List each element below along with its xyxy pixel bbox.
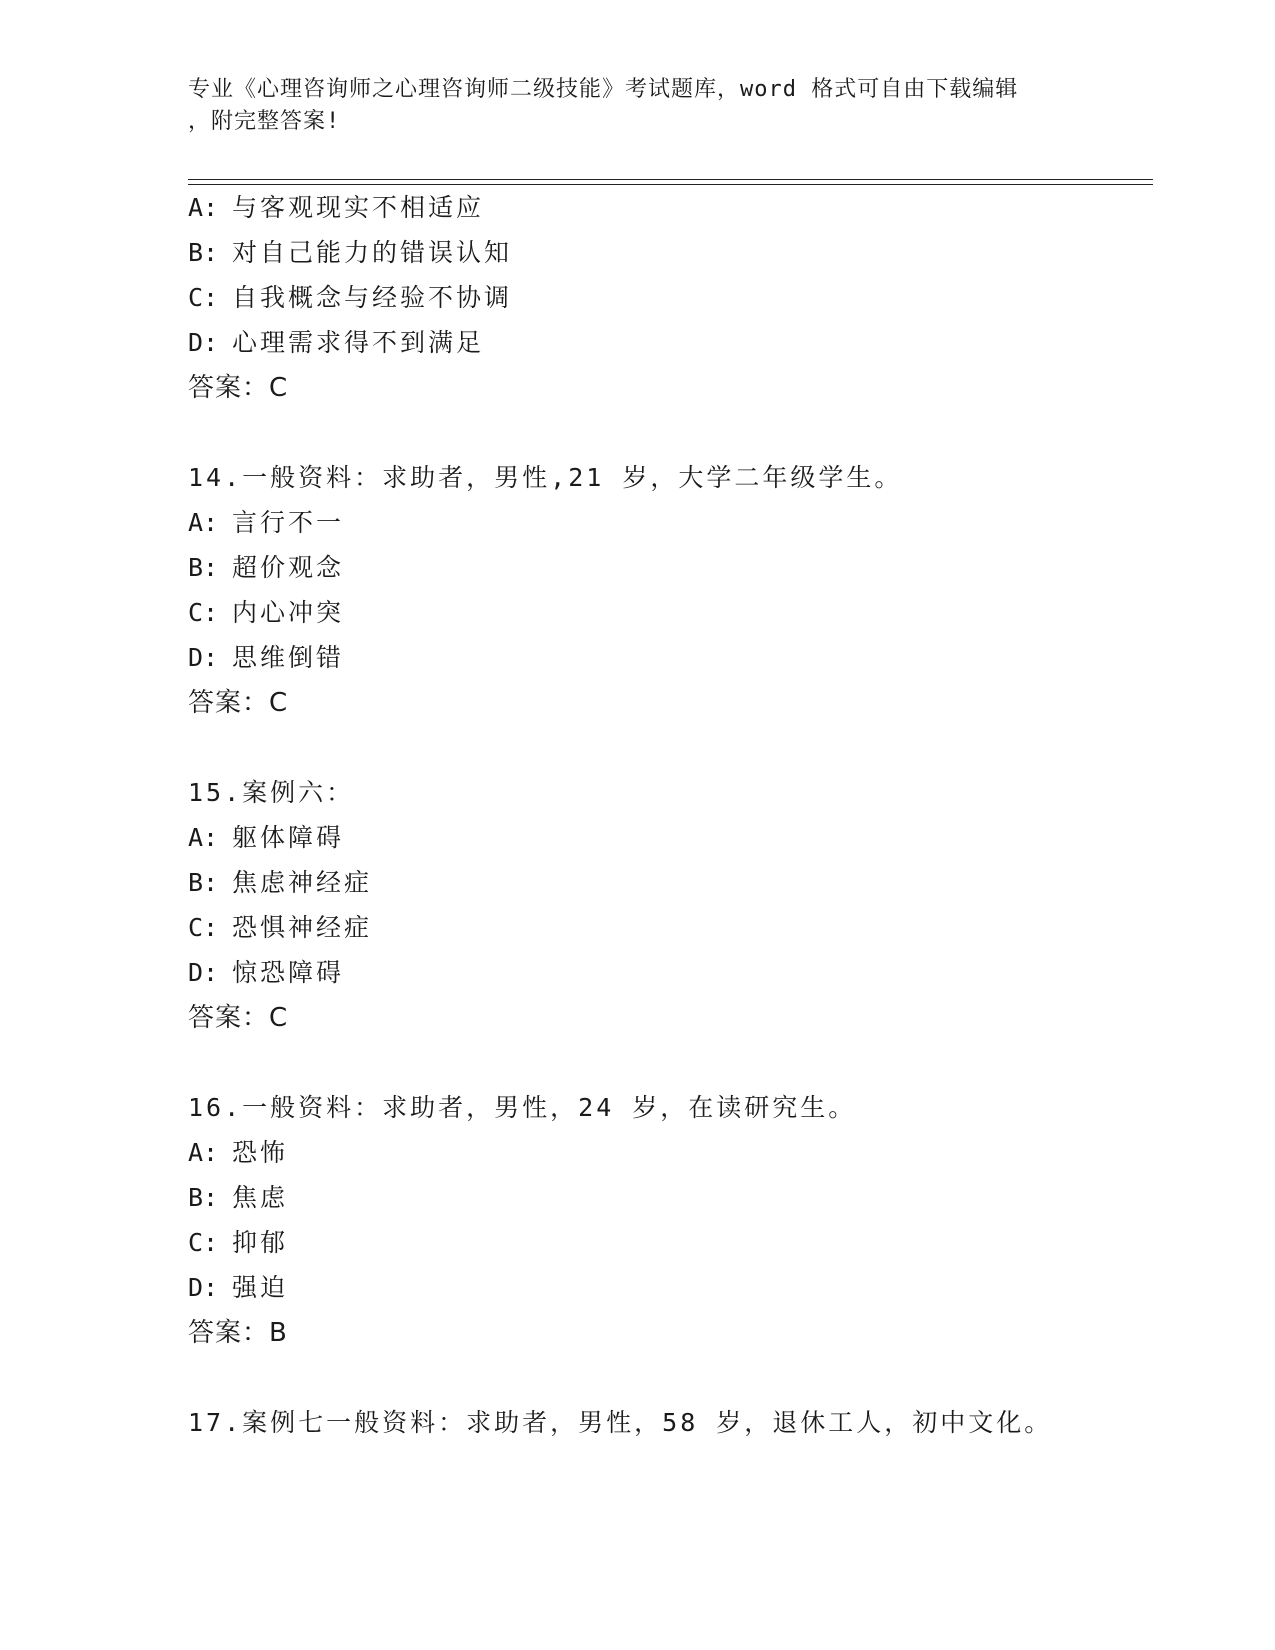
- header-title-line2: ，附完整答案!: [188, 109, 341, 134]
- q14-option-a-letter: A:: [188, 508, 219, 537]
- header-divider-bottom: [188, 184, 1153, 185]
- q16-option-a: [188, 1138, 288, 1168]
- q13-answer: 答案：C: [188, 373, 289, 403]
- q14-option-b: [188, 553, 344, 583]
- q14-option-b-text: 超价观念: [232, 553, 345, 582]
- q16-option-d-text: 强迫: [232, 1273, 289, 1302]
- q16-option-b-letter: B:: [188, 1183, 219, 1212]
- q14-option-a-text: 言行不一: [232, 508, 345, 537]
- q15-option-c-text: 恐惧神经症: [232, 913, 373, 942]
- q13-option-d-text: 心理需求得不到满足: [232, 328, 485, 357]
- q13-option-d: [188, 328, 484, 358]
- q16-option-c: [188, 1228, 288, 1258]
- q16-option-d: [188, 1273, 288, 1303]
- q14-question: 14.一般资料：求助者，男性,21 岁，大学二年级学生。: [188, 463, 903, 492]
- q16-option-b-text: 焦虑: [232, 1183, 289, 1212]
- q16-option-d-letter: D:: [188, 1273, 219, 1302]
- q15-question: 15.案例六：: [188, 778, 355, 807]
- q14-option-c-text: 内心冲突: [232, 598, 345, 627]
- q16-option-c-text: 抑郁: [232, 1228, 289, 1257]
- q13-option-c: [188, 283, 512, 313]
- q16-option-a-letter: A:: [188, 1138, 219, 1167]
- q14-option-b-letter: B:: [188, 553, 219, 582]
- q15-option-a: [188, 823, 344, 853]
- q13-option-b: [188, 238, 512, 268]
- q16-question: 16.一般资料：求助者，男性，24 岁，在读研究生。: [188, 1093, 857, 1122]
- q13-option-b-letter: B:: [188, 238, 219, 267]
- q15-option-d-letter: D:: [188, 958, 219, 987]
- q14-option-c-letter: C:: [188, 598, 219, 627]
- q14-option-c: [188, 598, 344, 628]
- q16-option-b: [188, 1183, 288, 1213]
- q15-option-b-letter: B:: [188, 868, 219, 897]
- q15-option-d: [188, 958, 344, 988]
- header-divider-top: [188, 179, 1153, 180]
- q13-option-a-letter: A:: [188, 193, 219, 222]
- q15-option-d-text: 惊恐障碍: [232, 958, 345, 987]
- q13-option-d-letter: D:: [188, 328, 219, 357]
- q13-option-b-text: 对自己能力的错误认知: [232, 238, 513, 267]
- q15-option-c-letter: C:: [188, 913, 219, 942]
- q15-option-a-letter: A:: [188, 823, 219, 852]
- q13-option-c-letter: C:: [188, 283, 219, 312]
- q17-question: 17.案例七一般资料：求助者，男性，58 岁，退休工人，初中文化。: [188, 1408, 1053, 1437]
- q13-option-a: [188, 193, 484, 223]
- q14-option-d-text: 思维倒错: [232, 643, 345, 672]
- q15-option-c: [188, 913, 372, 943]
- q14-answer: 答案：C: [188, 688, 289, 718]
- q15-option-b: [188, 868, 372, 898]
- q15-option-b-text: 焦虑神经症: [232, 868, 373, 897]
- q13-option-c-text: 自我概念与经验不协调: [232, 283, 513, 312]
- q16-option-c-letter: C:: [188, 1228, 219, 1257]
- q14-option-d-letter: D:: [188, 643, 219, 672]
- q14-option-a: [188, 508, 344, 538]
- q14-option-d: [188, 643, 344, 673]
- q16-answer: 答案：B: [188, 1318, 288, 1348]
- q13-option-a-text: 与客观现实不相适应: [232, 193, 485, 222]
- q15-answer: 答案：C: [188, 1003, 289, 1033]
- header-title-line1: 专业《心理咨询师之心理咨询师二级技能》考试题库，word 格式可自由下载编辑: [188, 77, 1019, 102]
- q16-option-a-text: 恐怖: [232, 1138, 289, 1167]
- document-header: [188, 74, 1068, 138]
- q15-option-a-text: 躯体障碍: [232, 823, 345, 852]
